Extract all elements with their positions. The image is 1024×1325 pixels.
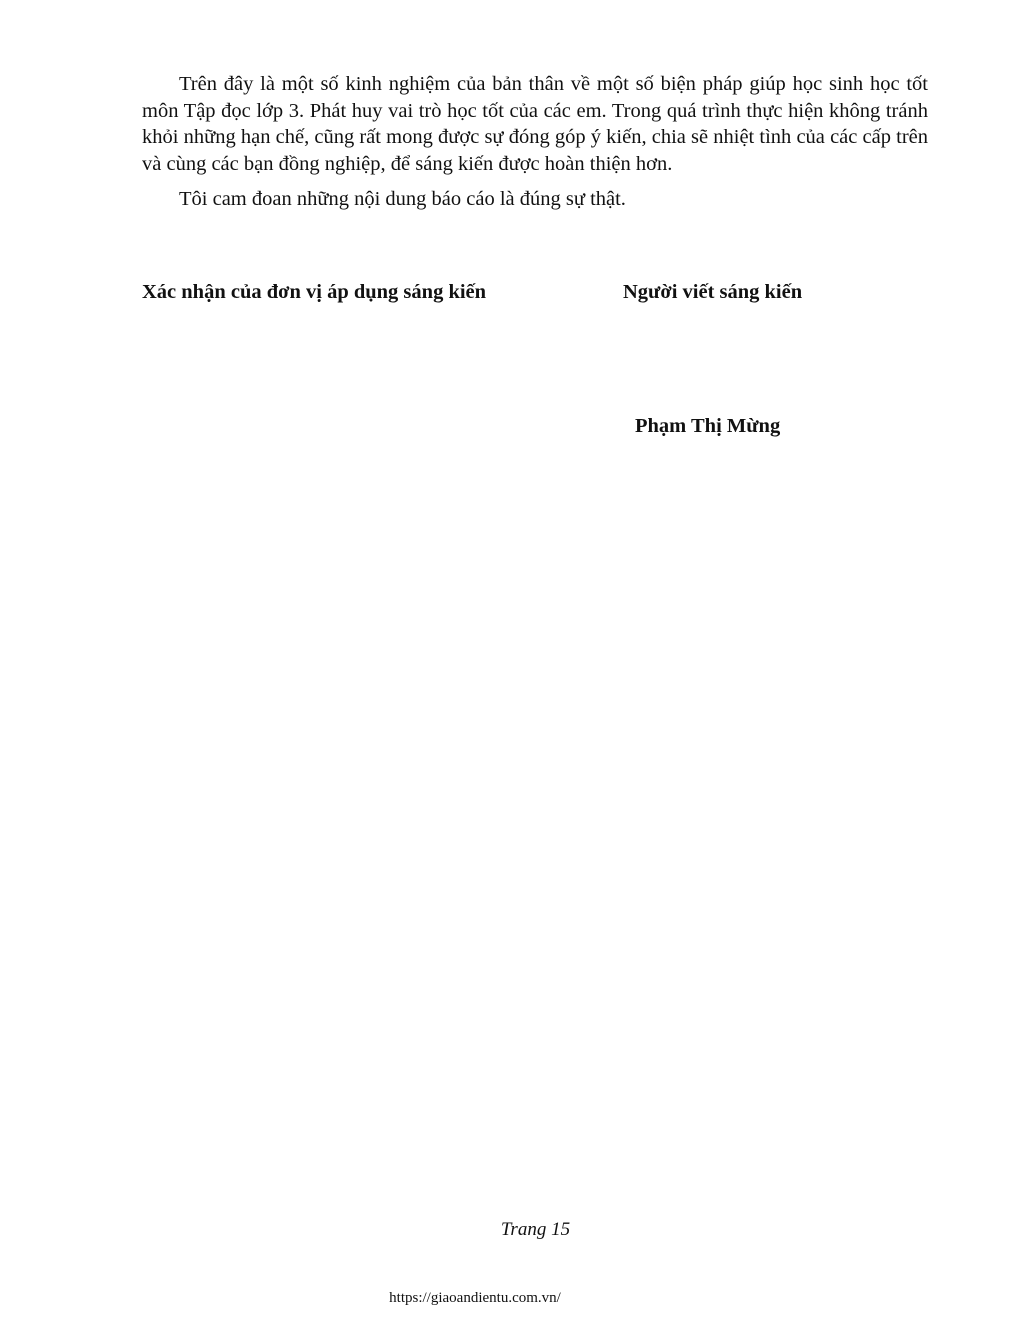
closing-paragraph: Trên đây là một số kinh nghiệm của bản thân về một số biện pháp giúp học sinh học tốt môn Tập đọc lớp 3. Phát huy vai trò học tốt của các em. Trong quá trình thực hiện không tránh khỏi những hạn chế, cũng rất mong được sự đóng góp ý kiến, chia sẽ nhiệt tình của các cấp trên và cùng các bạn đồng nghiệp, để sáng kiến được hoàn thiện hơn. <box>142 73 928 175</box>
body-text <box>142 71 928 213</box>
signature-left-label: Xác nhận của đơn vị áp dụng sáng kiến <box>142 281 487 303</box>
footer-url: https://giaoandientu.com.vn/ <box>389 1290 561 1306</box>
author-name: Phạm Thị Mừng <box>635 415 781 437</box>
signature-right-label: Người viết sáng kiến <box>623 281 803 303</box>
commitment-paragraph: Tôi cam đoan những nội dung báo cáo là đúng sự thật. <box>179 188 626 210</box>
page-number: Trang 15 <box>500 1219 571 1240</box>
